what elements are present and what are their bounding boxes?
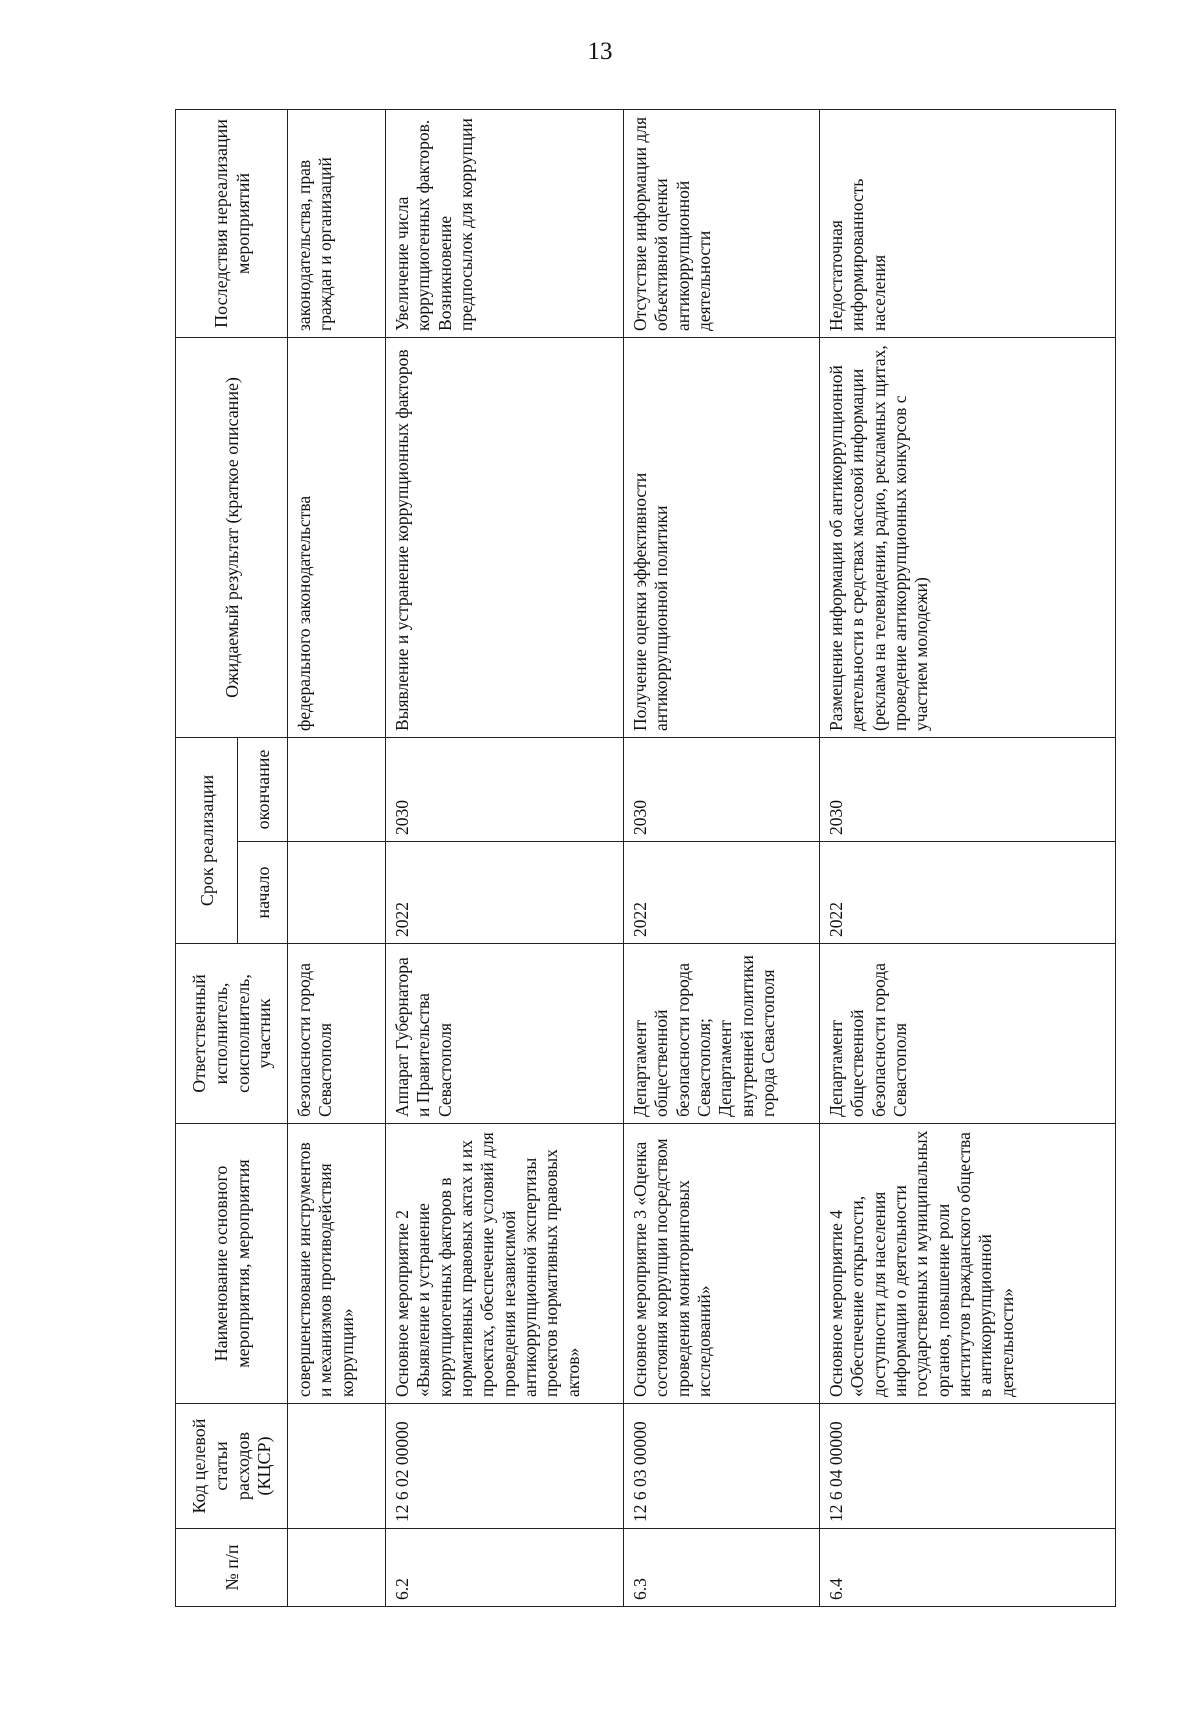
cell-result: федерального законодательства <box>288 337 386 737</box>
table-row <box>288 109 386 1606</box>
cell-result: Выявление и устранение коррупционных факторов <box>386 337 624 737</box>
cell-result: Получение оценки эффективности антикоррупционной политики <box>624 337 820 737</box>
cell-end: 2030 <box>624 737 820 841</box>
cell-start: 2022 <box>386 842 624 944</box>
cell-start: 2022 <box>820 842 1116 944</box>
cell-code: 12 6 03 00000 <box>624 1404 820 1529</box>
header-term: Срок реализации <box>176 737 238 943</box>
header-row-1 <box>176 109 238 1606</box>
cell-name: Основное мероприятие 3 «Оценка состояния коррупции посредством проведения мониторинговых исследований» <box>624 1124 820 1404</box>
header-name: Наименование основного мероприятия, мероприятия <box>176 1124 288 1404</box>
cell-consequences: законодательства, прав граждан и организаций <box>288 109 386 337</box>
cell-start <box>288 842 386 944</box>
cell-responsible: безопасности города Севастополя <box>288 944 386 1124</box>
table-row <box>386 109 624 1606</box>
cell-consequences: Увеличение числа коррупциогенных факторов. Возникновение предпосылок для коррупции <box>386 109 624 337</box>
header-result: Ожидаемый результат (краткое описание) <box>176 337 288 737</box>
cell-num: 6.3 <box>624 1529 820 1607</box>
header-responsible: Ответственный исполнитель, соисполнитель, участник <box>176 944 288 1124</box>
cell-responsible: Департамент общественной безопасности города Севастополя <box>820 944 1116 1124</box>
measures-table <box>175 109 1116 1607</box>
cell-end: 2030 <box>820 737 1116 841</box>
cell-name: Основное мероприятие 4 «Обеспечение открытости, доступности для населения информации о деятельности государственных и муниципальных органов, повышение роли институтов гражданского общества в антикоррупционной деятельности» <box>820 1124 1116 1404</box>
rotated-table-container <box>175 110 1115 1607</box>
cell-result: Размещение информации об антикоррупционной деятельности в средствах массовой информации (реклама на телевидении, радио, рекламных щитах, проведение антикоррупционных конкурсов с участием молодежи) <box>820 337 1116 737</box>
header-start: начало <box>238 842 288 944</box>
cell-start: 2022 <box>624 842 820 944</box>
cell-code: 12 6 02 00000 <box>386 1404 624 1529</box>
table-row <box>624 109 820 1606</box>
cell-num: 6.2 <box>386 1529 624 1607</box>
cell-name: Основное мероприятие 2 «Выявление и устранение коррупциогенных факторов в нормативных правовых актах и их проектах, обеспечение условий для проведения независимой антикоррупционной экспертизы проектов нормативных правовых актов» <box>386 1124 624 1404</box>
header-num: № п/п <box>176 1529 288 1607</box>
cell-code <box>288 1404 386 1529</box>
cell-end <box>288 737 386 841</box>
header-end: окончание <box>238 737 288 841</box>
cell-name: совершенствование инструментов и механизмов противодействия коррупции» <box>288 1124 386 1404</box>
header-code: Код целевой статьи расходов (КЦСР) <box>176 1404 288 1529</box>
cell-num: 6.4 <box>820 1529 1116 1607</box>
page-number: 13 <box>587 38 613 65</box>
cell-end: 2030 <box>386 737 624 841</box>
cell-num <box>288 1529 386 1607</box>
header-consequences: Последствия нереализации мероприятий <box>176 109 288 337</box>
cell-responsible: Департамент общественной безопасности города Севастополя; Департамент внутренней политики города Севастополя <box>624 944 820 1124</box>
cell-consequences: Недостаточная информированность населения <box>820 109 1116 337</box>
cell-consequences: Отсутствие информации для объективной оценки антикоррупционной деятельности <box>624 109 820 337</box>
table-row <box>820 109 1116 1606</box>
cell-responsible: Аппарат Губернатора и Правительства Севастополя <box>386 944 624 1124</box>
cell-code: 12 6 04 00000 <box>820 1404 1116 1529</box>
